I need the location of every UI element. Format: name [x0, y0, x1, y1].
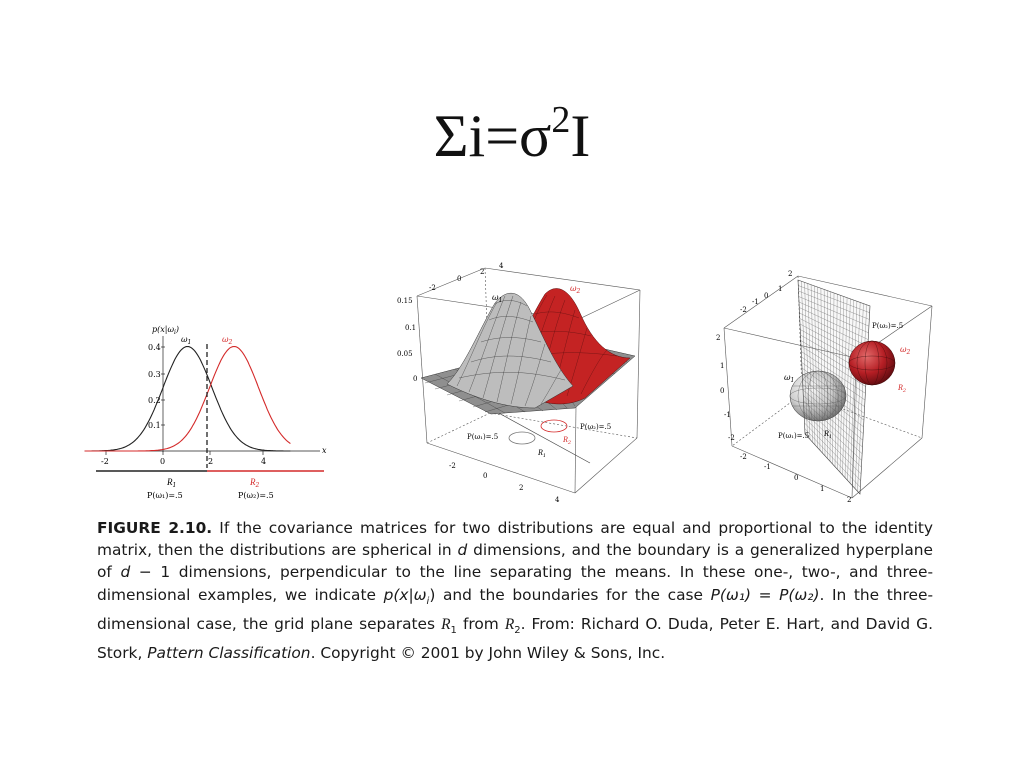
title-superscript: 2 [551, 99, 571, 141]
prior-2-label: P(ω₂)=.5 [238, 491, 274, 500]
prior-1-label: P(ω₁)=.5 [147, 491, 183, 500]
bottom-tick-label: 1 [820, 485, 825, 493]
caption-math: P(ω₁) = P(ω₂) [710, 585, 820, 604]
left-tick-label: 2 [716, 334, 721, 342]
left-tick-label: 0 [720, 387, 725, 395]
z-tick-label: 0.15 [397, 297, 413, 305]
bottom-tick-label: 4 [555, 496, 560, 504]
y-tick-label: 0.3 [148, 370, 161, 379]
caption-text: dimensions, and the boundary is a generalized hyperplane of [97, 541, 933, 582]
caption-text: . Copyright © 2001 by John Wiley & Sons, Inc. [310, 644, 666, 663]
bottom-tick-label: 0 [483, 472, 488, 480]
x-tick-label: -2 [101, 457, 109, 466]
bottom-tick-label: 2 [519, 484, 524, 492]
bottom-tick-label: -2 [740, 453, 747, 461]
top-tick-label: -1 [752, 298, 759, 306]
x-tick-label: 0 [160, 457, 166, 466]
z-tick-label: 0 [413, 375, 418, 383]
caption-text: from [456, 614, 505, 633]
y-tick-label: 0.4 [148, 343, 161, 352]
caption-math: R [441, 615, 451, 633]
x-tick-label: 4 [261, 457, 267, 466]
caption-text: ) and the boundaries for the case [429, 585, 711, 604]
left-tick-label: -1 [724, 411, 731, 419]
caption-math: d [457, 541, 468, 560]
top-tick-label: -2 [429, 284, 436, 292]
prior-2-label: P(ω₂)=.5 [872, 322, 904, 330]
figure-1d-plot [92, 320, 332, 510]
caption-math-subscript: 2 [514, 624, 521, 636]
prior-1-label: P(ω₁)=.5 [778, 432, 810, 440]
caption-math: p(x|ω [383, 585, 427, 604]
class-1-label: $\omega_1$ [492, 293, 503, 304]
y-tick-label: 0.1 [148, 421, 161, 430]
prior-2-label: P(ω₂)=.5 [580, 423, 612, 431]
top-tick-label: 2 [480, 268, 485, 276]
region-1-label: $R_1$ [167, 477, 177, 489]
region-1-label: $R_1$ [824, 429, 833, 440]
caption-math-subscript: 1 [450, 624, 457, 636]
top-tick-label: 4 [499, 262, 504, 270]
title-tail: I [570, 103, 591, 169]
class-2-contour [541, 420, 567, 432]
class-1-contour [509, 432, 535, 444]
density-curve-class-1 [85, 347, 291, 452]
z-tick-label: 0.05 [397, 350, 413, 358]
figure-3d-sphere-plot [710, 266, 945, 506]
class-1-label: $\omega_1$ [784, 373, 795, 384]
top-tick-label: 0 [764, 292, 769, 300]
top-tick-label: 2 [788, 270, 793, 278]
caption-text: − 1 dimensions, perpendicular to the line separating the means. In these one-, two-, and three-dimensional examples, we indicate [97, 563, 933, 604]
class-2-label: $\omega_2$ [222, 335, 233, 346]
title-base: Σi=σ [433, 103, 552, 169]
region-2-label: $R_2$ [563, 435, 572, 446]
top-tick-label: 0 [457, 275, 462, 283]
caption-math: d [120, 563, 131, 582]
region-2-label: $R_2$ [250, 477, 260, 489]
region-1-label: $R_1$ [538, 448, 547, 459]
class-2-sphere [849, 341, 895, 385]
caption-book-title: Pattern Classification [147, 644, 311, 663]
class-2-label: $\omega_2$ [900, 345, 911, 356]
x-tick-label: 2 [208, 457, 214, 466]
caption-text: If the covariance matrices for two distributions are equal and proportional to the identity matrix, then the distributions are spherical in [97, 519, 933, 560]
region-2-label: $R_2$ [898, 383, 907, 394]
caption-math: R [504, 615, 515, 633]
bottom-tick-label: -1 [764, 463, 771, 471]
z-tick-label: 0.1 [405, 324, 417, 332]
caption-math-subscript: i [426, 595, 430, 607]
y-axis-label: $p(x|\omega_i)$ [152, 325, 180, 336]
left-tick-label: 1 [720, 362, 725, 370]
left-tick-label: -2 [728, 434, 735, 442]
caption-figure-label: FIGURE 2.10. [97, 519, 213, 537]
caption-text: . In the three-dimensional case, the grid plane separates [97, 585, 934, 633]
slide-title [0, 100, 1024, 172]
caption-text: . From: Richard O. Duda, Peter E. Hart, and David G. Stork, [97, 614, 933, 663]
bottom-tick-label: 0 [794, 474, 799, 482]
density-curve-class-2 [85, 347, 291, 452]
y-tick-label: 0.2 [148, 396, 161, 405]
class-1-label: $\omega_1$ [181, 335, 192, 346]
figure-caption [97, 517, 933, 664]
bottom-tick-label: 2 [847, 496, 852, 504]
x-axis-label: x [322, 446, 327, 455]
top-tick-label: 1 [778, 285, 783, 293]
class-2-label: $\omega_2$ [570, 284, 581, 295]
top-tick-label: -2 [740, 306, 747, 314]
bottom-tick-label: -2 [449, 462, 456, 470]
figure-2d-surface-plot [395, 258, 660, 508]
prior-1-label: P(ω₁)=.5 [467, 433, 499, 441]
